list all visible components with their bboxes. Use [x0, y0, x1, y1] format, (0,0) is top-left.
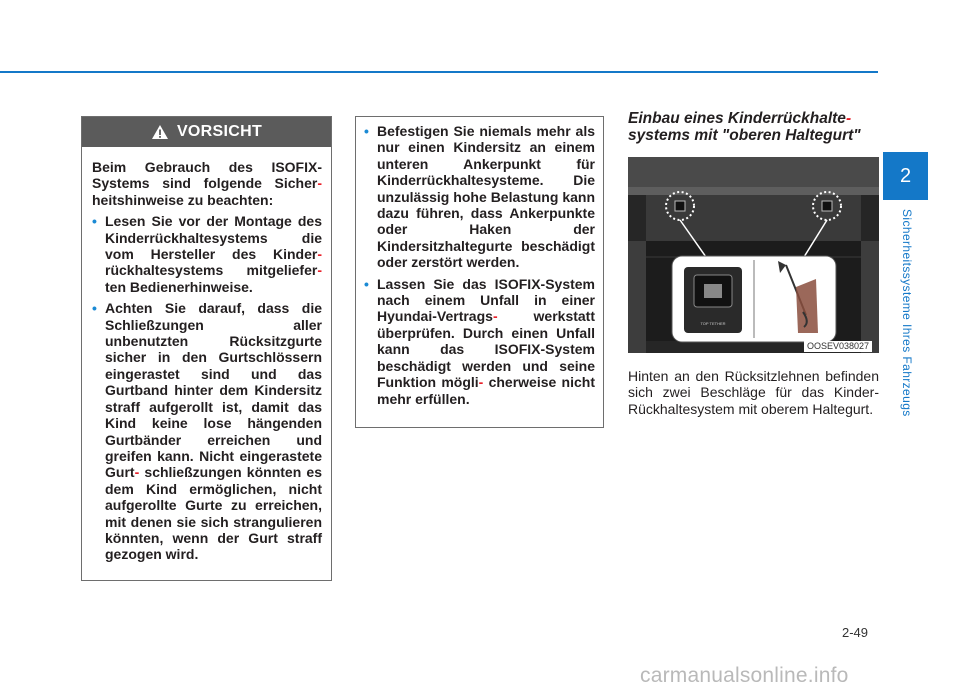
warning-body [82, 147, 331, 563]
note-list-item: • Befestigen Sie niemals mehr als nur einen Kindersitz an einem unteren Ankerpunkt für Kinderrückhaltesysteme. Die unzulässig hohe Belastung kann dazu führen, dass Ankerpunkte oder Haken der Kindersitzhaltegurte beschädigt oder zerstört werden. [364, 123, 595, 271]
trunk-illustration [628, 157, 879, 353]
warning-box [81, 116, 332, 581]
warning-list-item: • Achten Sie darauf, dass die Schließzungen aller unbenutzten Rücksitzgurte sicher in den Gurtschlössern eingerastet sind und das Gurtband hinter dem Kindersitz straff aufgerollt ist, damit das Kind keine lose hängenden Gurtbänder erreichen und greifen kann. Nicht eingerastete Gurt- schließzungen könnten es dem Kind ermöglichen, nicht aufgerollte Gurte zu erreichen, mit denen sie sich strangulieren könnten, wenn der Gurt straff gezogen wird. [92, 300, 322, 563]
watermark: carmanualsonline.info [640, 664, 849, 687]
note-box [355, 116, 604, 428]
section-body: Hinten an den Rücksitzlehnen befinden sich zwei Beschläge für das Kinder-Rückhaltesystem mit oberem Haltegurt. [628, 368, 879, 417]
chapter-title: Sicherheitssysteme Ihres Fahrzeugs [900, 209, 914, 417]
warning-list-item: • Lesen Sie vor der Montage des Kinderrückhaltesystems die vom Hersteller des Kinder- rückhaltesystems mitgeliefer- ten Bedienerhinweise. [92, 213, 322, 295]
section-title: Einbau eines Kinderrückhalte- systems mit "oberen Haltegurt" [628, 110, 861, 144]
warning-intro: Beim Gebrauch des ISOFIX-Systems sind folgende Sicher- heitshinweise zu beachten: [92, 159, 322, 208]
figure-photo [628, 157, 879, 353]
page-number: 2-49 [842, 625, 869, 640]
chapter-number-tab: 2 [883, 152, 928, 200]
note-list-item: • Lassen Sie das ISOFIX-System nach einem Unfall in einer Hyundai-Vertrags- werkstatt überprüfen. Durch einen Unfall kann das ISOFIX-System beschädigt werden und seine Funktion mögli- cherweise nicht mehr erfüllen. [364, 275, 595, 407]
figure-code: OOSEV038027 [804, 341, 872, 352]
bullet-icon: • [92, 300, 97, 317]
warning-header [82, 117, 331, 147]
bullet-icon: • [364, 275, 369, 292]
warning-header-label: VORSICHT [176, 123, 263, 140]
warning-triangle-icon [151, 124, 169, 140]
top-rule [0, 71, 878, 73]
bullet-icon: • [364, 123, 369, 139]
bullet-icon: • [92, 213, 97, 230]
inset-label: TOP TETHER [700, 321, 726, 326]
